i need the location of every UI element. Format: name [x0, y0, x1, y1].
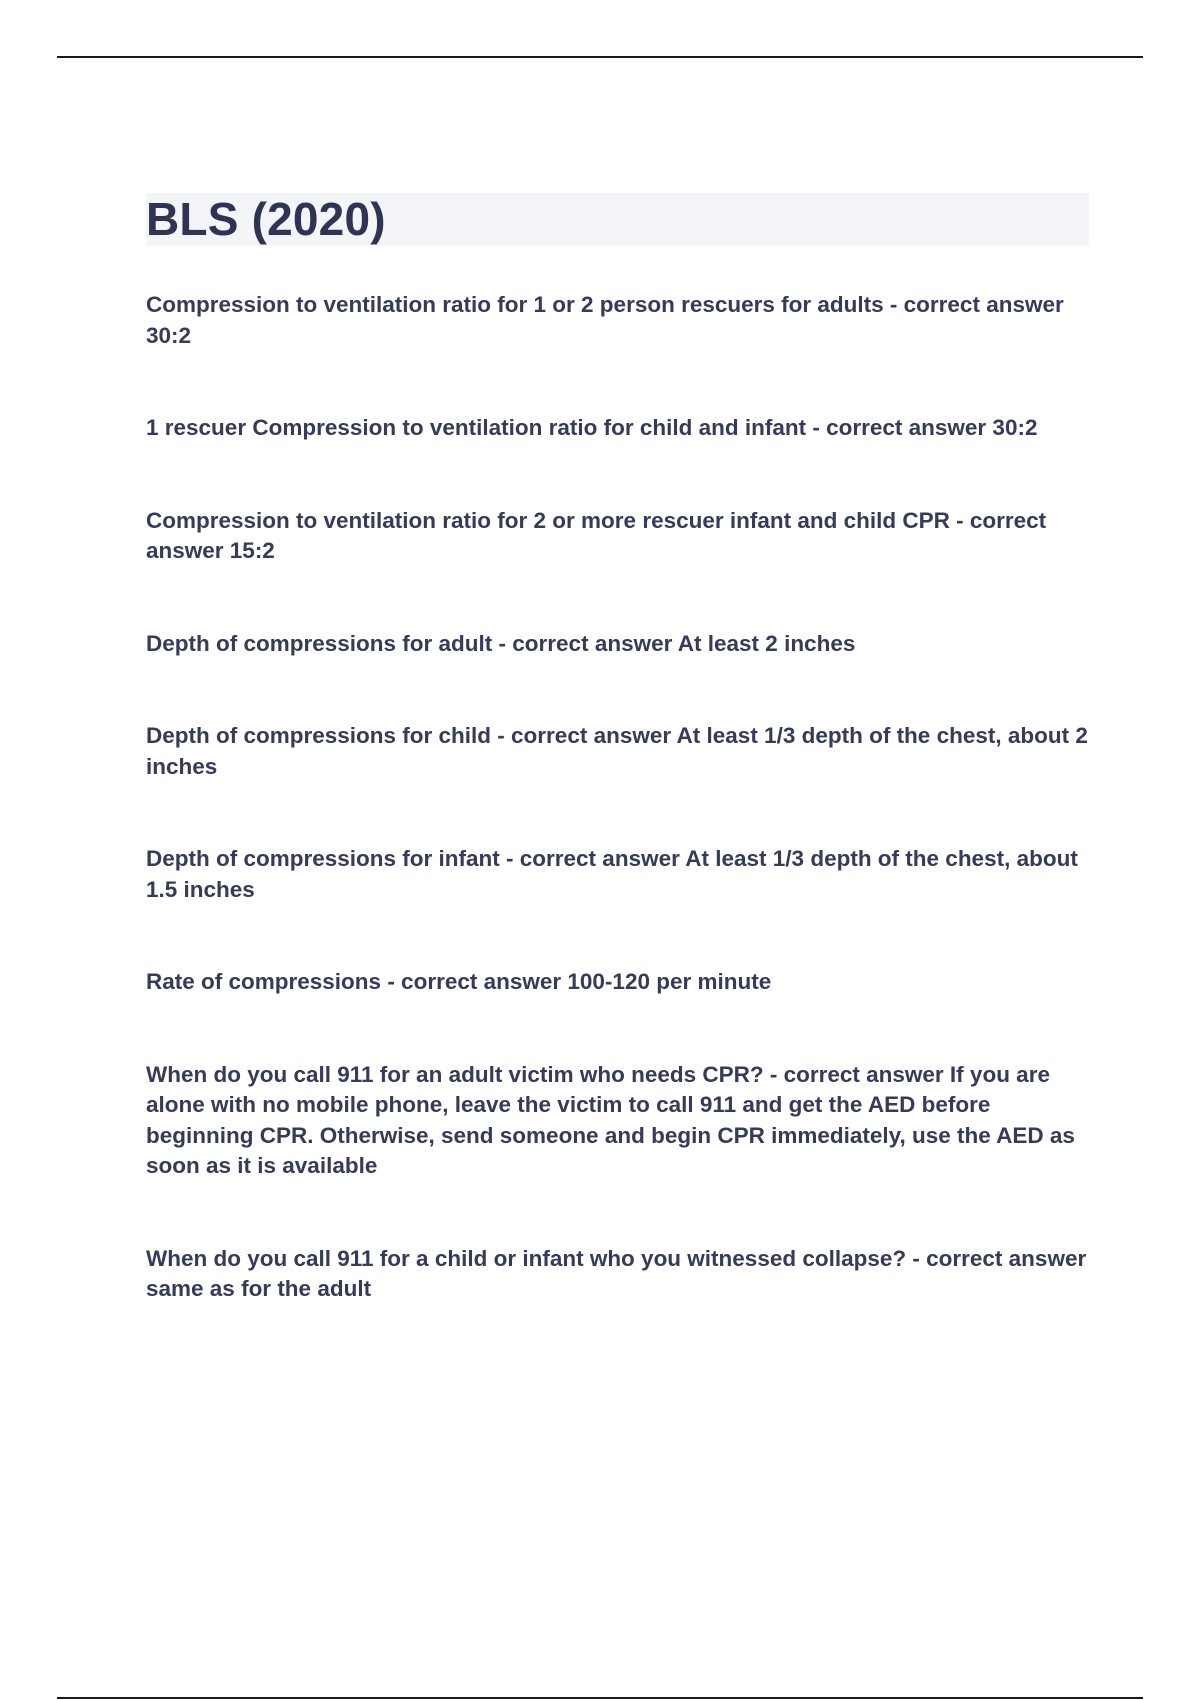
- document-body: [146, 193, 1089, 1367]
- qa-item: Compression to ventilation ratio for 1 or 2 person rescuers for adults - correct answer 30:2: [146, 292, 1064, 348]
- qa-item: 1 rescuer Compression to ventilation ratio for child and infant - correct answer 30:2: [146, 415, 1038, 440]
- qa-item: When do you call 911 for a child or infant who you witnessed collapse? - correct answer same as for the adult: [146, 1245, 1087, 1301]
- bottom-divider: [57, 1697, 1143, 1699]
- qa-item: Rate of compressions - correct answer 100-120 per minute: [146, 969, 772, 994]
- qa-item: Compression to ventilation ratio for 2 or more rescuer infant and child CPR - correct answer 15:2: [146, 507, 1047, 563]
- qa-item: When do you call 911 for an adult victim who needs CPR? - correct answer If you are alone with no mobile phone, leave the victim to call 911 and get the AED before beginning CPR. Otherwise, send someone and begin CPR immediately, use the AED as soon as it is available: [146, 1061, 1075, 1178]
- qa-item: Depth of compressions for infant - correct answer At least 1/3 depth of the chest, about 1.5 inches: [146, 846, 1078, 902]
- top-divider: [57, 56, 1143, 58]
- qa-item: Depth of compressions for adult - correct answer At least 2 inches: [146, 630, 856, 656]
- qa-list: [146, 290, 1089, 1305]
- qa-item: Depth of compressions for child - correct answer At least 1/3 depth of the chest, about 2 inches: [146, 723, 1088, 779]
- title-band: [146, 193, 1089, 246]
- page-title: BLS (2020): [146, 193, 386, 245]
